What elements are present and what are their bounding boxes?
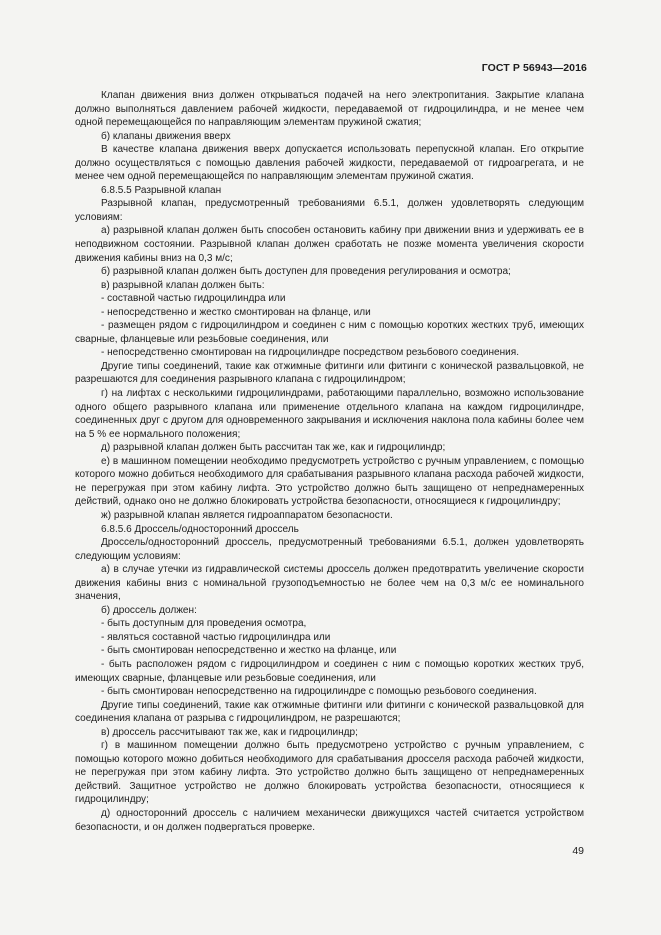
list-item: - непосредственно и жестко смонтирован на фланце, или [101, 306, 371, 318]
list-item: - быть смонтирован непосредственно и жестко на фланце, или [101, 645, 397, 657]
paragraph: б) клапаны движения вверх [101, 130, 231, 142]
paragraph: е) в машинном помещении необходимо предусмотреть устройство с ручным управлением, с помощью которого можно добиться необходимого для срабатывания разрывного клапана расхода рабочей жидкости, не перегружая при этом кабину лифта. Это устройство должно быть защищено от непреднамеренных действий, однако оно не должно блокировать устройства безопасности, относящиеся к гидроцилиндру; [75, 455, 584, 508]
paragraph: В качестве клапана движения вверх допускается использовать перепускной клапан. Его открытие должно осуществляться с помощью давления рабочей жидкости, передаваемой от гидроагрегата, и не менее чем одной перемещающейся по направляющим элементам пружиной сжатия. [75, 144, 584, 183]
paragraph: Другие типы соединений, такие как отжимные фитинги или фитинги с конической развальцовкой для соединения клапана от разрыва с гидроцилиндром, не разрешаются; [75, 699, 584, 725]
paragraph: Другие типы соединений, такие как отжимные фитинги или фитинги с конической развальцовкой, не разрешаются для соединения разрывного клапана с гидроцилиндром; [75, 360, 584, 386]
list-item: - непосредственно смонтирован на гидроцилиндре посредством резьбового соединения. [101, 347, 519, 359]
paragraph: а) разрывной клапан должен быть способен остановить кабину при движении вниз и удерживать ее в неподвижном состоянии. Разрывной клапан должен сработать не позже момента увеличения скорости движения кабины вниз на 0,3 м/с; [75, 225, 584, 264]
list-item: - составной частью гидроцилиндра или [101, 293, 286, 305]
standard-header: ГОСТ Р 56943—2016 [481, 62, 587, 74]
list-item: - размещен рядом с гидроцилиндром и соединен с ним с помощью коротких жестких труб, имеющих сварные, фланцевые или резьбовые соединения, или [75, 320, 584, 345]
paragraph: в) дроссель рассчитывают так же, как и гидроцилиндр; [101, 726, 358, 738]
paragraph: Дроссель/односторонний дроссель, предусмотренный требованиями 6.5.1, должен удовлетворять следующим условиям: [75, 537, 584, 562]
paragraph: ж) разрывной клапан является гидроаппаратом безопасности. [101, 509, 393, 521]
paragraph: Клапан движения вниз должен открываться подачей на него электропитания. Закрытие клапана должно выполняться давлением рабочей жидкости, передаваемой от гидроцилиндра, и не менее чем одной перемещающейся по направляющим элементам пружиной сжатия; [75, 90, 584, 129]
list-item: - быть расположен рядом с гидроцилиндром и соединен с ним с помощью коротких жестких труб, имеющих сварные, фланцевые или резьбовые соединения, или [75, 658, 584, 684]
list-item: - являться составной частью гидроцилиндра или [101, 631, 331, 643]
list-item: - быть смонтирован непосредственно на гидроцилиндре с помощью резьбового соединения. [101, 686, 537, 698]
paragraph: б) разрывной клапан должен быть доступен для проведения регулирования и осмотра; [101, 266, 511, 278]
paragraph: д) односторонний дроссель с наличием механически движущихся частей считается устройством безопасности, и он должен подвергаться проверке. [75, 807, 584, 833]
paragraph: г) в машинном помещении должно быть предусмотрено устройство с ручным управлением, с помощью которого можно добиться необходимого для срабатывания дросселя расхода рабочей жидкости, не перегружая при этом кабину лифта. Это устройство должно быть защищено от непреднамеренных действий. Защитное устройство не должно блокировать устройства безопасности, относящиеся к гидроцилиндру; [75, 740, 584, 806]
paragraph: в) разрывной клапан должен быть: [101, 279, 265, 291]
paragraph: 6.8.5.6 Дроссель/односторонний дроссель [101, 523, 299, 535]
paragraph: г) на лифтах с несколькими гидроцилиндрами, работающими параллельно, возможно использование одного общего разрывного клапана или применение отдельного клапана на каждом гидроцилиндре, соединенных друг с другом для одновременного закрывания и исключения наклона пола кабины более чем на 5 % ее нормального положения; [75, 388, 584, 440]
body-text [75, 89, 584, 834]
paragraph: д) разрывной клапан должен быть рассчитан так же, как и гидроцилиндр; [101, 442, 446, 454]
list-item: - быть доступным для проведения осмотра, [101, 618, 307, 630]
page-number: 49 [572, 845, 584, 857]
paragraph: Разрывной клапан, предусмотренный требованиями 6.5.1, должен удовлетворять следующим условиям: [75, 198, 584, 223]
paragraph: б) дроссель должен: [101, 604, 197, 616]
paragraph: а) в случае утечки из гидравлической системы дроссель должен предотвратить увеличение скорости движения кабины вниз с номинальной грузоподъемностью не более чем на 0,3 м/с ее номинального значения, [75, 564, 584, 603]
paragraph: 6.8.5.5 Разрывной клапан [101, 184, 222, 196]
